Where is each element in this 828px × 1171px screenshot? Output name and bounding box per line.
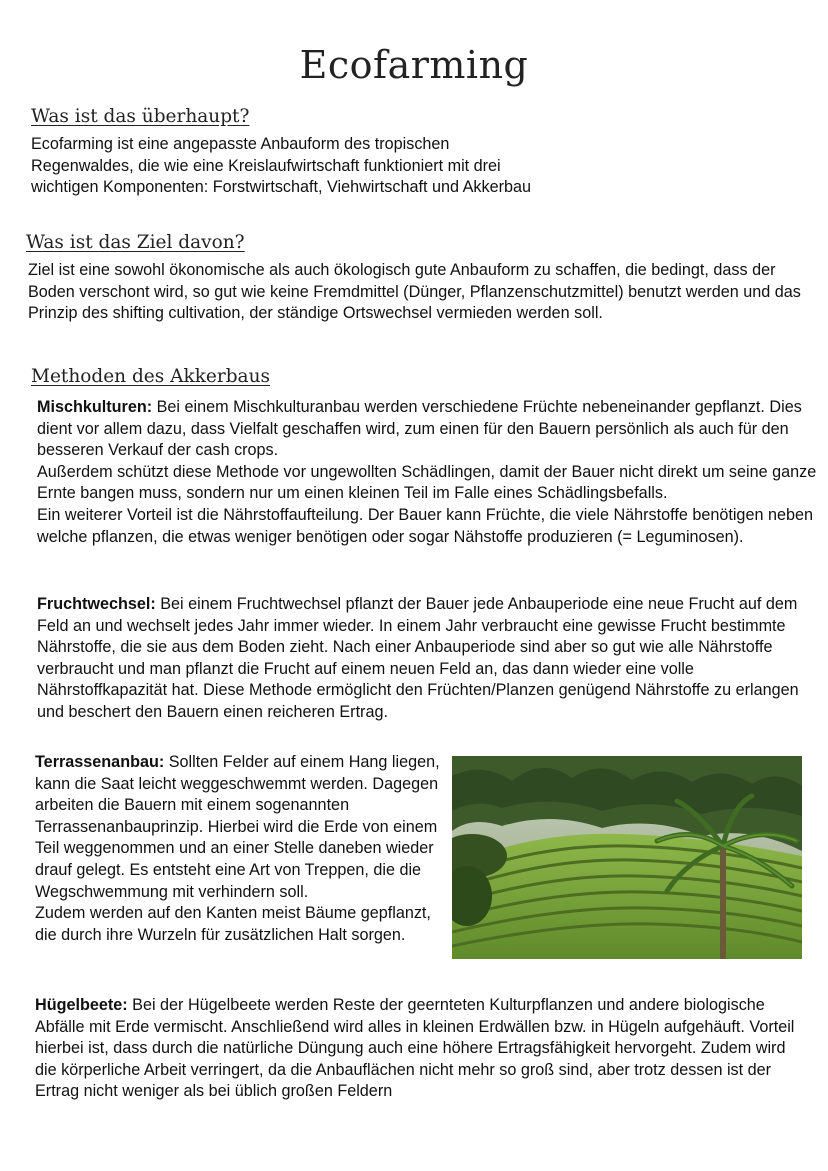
method-text-fruchtwechsel: Bei einem Fruchtwechsel pflanzt der Bauer jede Anbauperiode eine neue Frucht auf dem Feld an und wechselt jedes Jahr immer wieder. In einem Jahr verbraucht eine gewisse Frucht bestimmte Nährstoffe, die sie aus dem Boden zieht. Nach einer Anbauperiode sind aber so gut wie alle Nährstoffe verbraucht und man pflanzt die Frucht auf einem neuen Feld an, das dann wieder eine volle Nährstoffkapazität hat. Diese Methode ermöglicht den Früchten/Planzen genügend Nährstoffe zu erlangen und beschert den Bauern einen reicheren Ertrag. [37, 595, 799, 721]
method-text-mischkulturen-1: Bei einem Mischkulturanbau werden verschiedene Früchte nebeneinander gepflanzt. Dies dient vor allem dazu, dass Vielfalt geschaffen wird, zum einen für den Bauern persönlich als auch für den besseren Verkauf der cash crops. [37, 398, 802, 460]
method-text-terrassenanbau-2: Zudem werden auf den Kanten meist Bäume gepflanzt, die durch ihre Wurzeln für zusätzlichen Halt sorgen. [35, 904, 431, 944]
page-title: Ecofarming [299, 43, 529, 88]
method-terrassenanbau [35, 752, 445, 946]
method-text-huegelbeete: Bei der Hügelbeete werden Reste der geernteten Kulturpflanzen und andere biologische Abfälle mit Erde vermischt. Anschließend wird alles in kleinen Erdwällen bzw. in Hügeln aufgehäuft. Vorteil hierbei ist, dass durch die natürliche Düngung auch eine höhere Ertragsfähigkeit hervorgeht. Zudem wird die körperliche Arbeit verringert, da die Anbauflächen nicht mehr so groß sind, aber trotz dessen ist der Ertrag nicht weniger als bei üblich großen Feldern [35, 996, 795, 1101]
method-label-mischkulturen: Mischkulturen: [37, 398, 153, 416]
section-text-goal: Ziel ist eine sowohl ökonomische als auch ökologisch gute Anbauform zu schaffen, die bedingt, dass der Boden verschont wird, so gut wie keine Fremdmittel (Dünger, Pflanzenschutzmittel) benutzt werden und das Prinzip des shifting cultivation, der ständige Ortswechsel vermieden werden soll. [28, 261, 801, 323]
method-label-fruchtwechsel: Fruchtwechsel: [37, 595, 156, 613]
section-heading-what: Was ist das überhaupt? [31, 106, 250, 127]
section-text-what: Ecofarming ist eine angepasste Anbauform des tropischen Regenwaldes, die wie eine Kreislaufwirtschaft funktioniert mit drei wichtigen Komponenten: Forstwirtschaft, Viehwirtschaft und Akkerbau [31, 135, 531, 197]
method-label-huegelbeete: Hügelbeete: [35, 996, 128, 1014]
method-fruchtwechsel [37, 594, 817, 724]
method-text-mischkulturen-3: Ein weiterer Vorteil ist die Nährstoffaufteilung. Der Bauer kann Früchte, die viele Nährstoffe benötigen neben welche pflanzen, die etwas weniger benötigen oder sogar Nähstoffe produzieren (= Leguminosen). [37, 505, 813, 546]
method-label-terrassenanbau: Terrassenanbau: [35, 753, 165, 771]
section-heading-goal: Was ist das Ziel davon? [26, 232, 245, 253]
rice-terrace-photo [452, 756, 802, 959]
method-text-terrassenanbau-1: Sollten Felder auf einem Hang liegen, kann die Saat leicht weggeschwemmt werden. Dagegen arbeiten die Bauern mit einem sogenannten Terrassenanbauprinzip. Hierbei wird die Erde von einem Teil weggenommen und an einer Stelle daneben wieder drauf gelegt. Es entsteht eine Art von Treppen, die die Wegschwemmung mit verhindern soll. [35, 753, 440, 901]
section-heading-methods: Methoden des Akkerbaus [31, 366, 270, 387]
method-mischkulturen [37, 397, 817, 548]
method-huegelbeete [35, 995, 805, 1103]
method-text-mischkulturen-2: Außerdem schützt diese Methode vor ungewollten Schädlingen, damit der Bauer nicht direkt um seine ganze Ernte bangen muss, sondern nur um einen kleinen Teil im Falle eines Schädlingsbefalls. [37, 462, 817, 503]
